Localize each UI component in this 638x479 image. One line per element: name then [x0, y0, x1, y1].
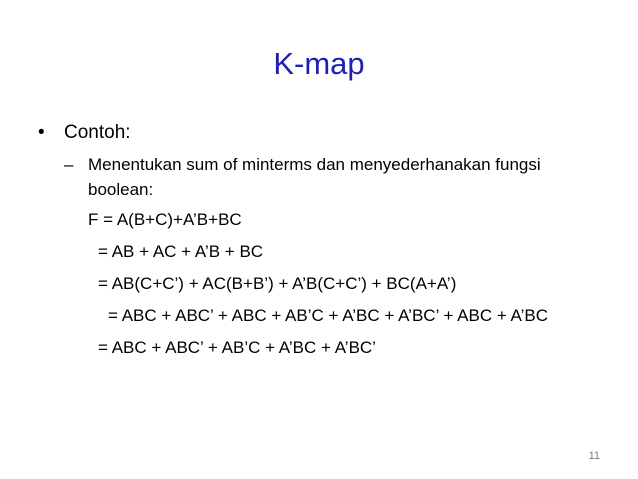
bullet-item — [38, 120, 131, 146]
dash-icon: – — [64, 155, 74, 174]
sub-bullet-item — [64, 152, 541, 199]
equation-line: = AB + AC + A’B + BC — [98, 242, 264, 261]
bullet-icon: • — [38, 122, 45, 143]
equation-line: = AB(C+C’) + AC(B+B’) + A’B(C+C’) + BC(A+A’) — [98, 274, 457, 293]
bullet-text: Contoh: — [64, 122, 131, 143]
equation-line: = ABC + ABC’ + AB’C + A’BC + A’BC’ — [98, 338, 376, 357]
page-number: 11 — [588, 450, 600, 462]
slide-title: K-map — [273, 46, 365, 81]
equation-line: = ABC + ABC’ + ABC + AB’C + A’BC + A’BC’ + ABC + A’BC — [108, 306, 549, 325]
equation-line: F = A(B+C)+A’B+BC — [88, 210, 242, 229]
sub-bullet-text: Menentukan sum of minterms dan menyederhanakan fungsi boolean: — [88, 155, 541, 199]
